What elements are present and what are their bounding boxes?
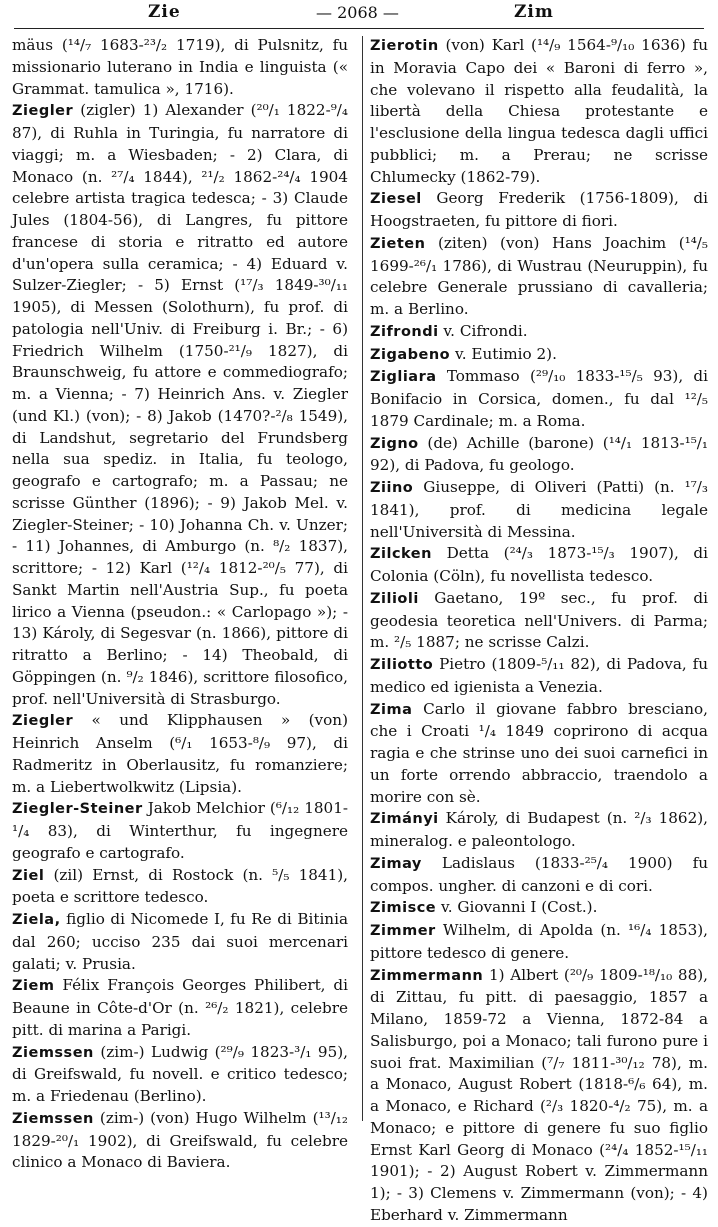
entry-headword: Zimmer [370, 923, 436, 939]
entry [12, 798, 348, 864]
entry-headword: Ziino [370, 480, 414, 496]
entry [370, 897, 708, 920]
entry [370, 699, 708, 809]
left-column [12, 35, 348, 1174]
entry [370, 188, 708, 233]
entry [370, 321, 708, 344]
page-header [0, 0, 718, 36]
entry-text: Wilhelm, di Apolda (n. ¹⁶/₄ 1853), pittore tedesco di genere. [370, 921, 708, 962]
entry-headword: Zilcken [370, 546, 432, 563]
entry-headword: Zimisce [370, 900, 437, 917]
entry-headword: Zigliara [370, 369, 437, 386]
entry-text: mäus (¹⁴/₇ 1683-²³/₂ 1719), di Pulsnitz, fu missionario luterano in India e linguista (« Grammat. tamulica », 1716). [12, 36, 348, 98]
entry-headword: Ziem [12, 978, 55, 995]
entry [12, 865, 348, 910]
entry-headword: Zigabeno [370, 346, 451, 363]
entry [12, 1042, 348, 1108]
entry [370, 853, 708, 898]
column-divider [362, 36, 363, 1121]
entry-headword: Zimay [370, 855, 422, 872]
entry [12, 1108, 348, 1174]
entry-text: Ladislaus (1833-²⁵/₄ 1900) fu compos. ungher. di canzoni e di cori. [370, 853, 708, 895]
page-number: — 2068 — [316, 3, 399, 22]
entry-headword: Zigno [370, 435, 419, 452]
entry-text: (von) Karl (¹⁴/₉ 1564-⁹/₁₀ 1636) fu in Moravia Capo dei « Baroni di ferro », che volevano il rispetto alla feudalità, la libertà della Chiesa protestante e l'esclusione della lingua tedesca dagli uffici pubblici; m. a Prerau; ne scrisse Chlumecky (1862-79). [370, 36, 709, 186]
entry-headword: Zimmermann [370, 967, 484, 984]
entry-text: v. Cifrondi. [443, 321, 528, 340]
entry [12, 909, 348, 975]
entry [12, 710, 348, 798]
entry [370, 344, 708, 367]
entry [12, 100, 348, 710]
entry-headword: Zimányi [370, 811, 439, 828]
entry-text: « und Klipphausen » (von) Heinrich Anselm (⁶/₁ 1653-⁸/₉ 97), di Radmeritz in Oberlausitz, fu romanziere; m. a Liebertwolkwitz (Lipsia). [12, 711, 348, 796]
entry-text: 1) Albert (²⁰/₉ 1809-¹⁸/₁₀ 88), di Zittau, fu pitt. di paesaggio, 1857 a Milano, 1859-72 a Vienna, 1872-84 a Salisburgo, poi a Monaco; tali furono pure i suoi frat. Maximilian (⁷/₇ 1811-³⁰/₁₂ 78), m. a Monaco, August Robert (1818-⁶/₆ 64), m. a Monaco, e Richard (²/₃ 1820-⁴/₂ 75), m. a Monaco; e pittore di genere fu suo figlio Ernst Karl Georg di Monaco (²⁴/₄ 1852-¹⁵/₁₁ 1901); - 2) August Robert v. Zimmermann 1); - 3) Clemens v. Zimmermann (von); - 4) Eberhard v. Zimmermann [370, 965, 709, 1224]
entry [370, 35, 708, 188]
entry [370, 543, 708, 588]
entry-text: Detta (²⁴/₃ 1873-¹⁵/₃ 1907), di Colonia (Cöln), fu novellista tedesco. [370, 544, 709, 585]
header-left-guideword: Zie [148, 2, 181, 22]
entry-headword: Ziemssen [12, 1044, 94, 1061]
entry-text: Pietro (1809-⁵/₁₁ 82), di Padova, fu medico ed igienista a Venezia. [370, 655, 708, 696]
entry-text: Félix François Georges Philibert, di Beaune in Côte-d'Or (n. ²⁶/₂ 1821), celebre pitt. di marina a Parigi. [12, 976, 348, 1039]
entry-text: (zigler) 1) Alexander (²⁰/₁ 1822-⁹/₄ 87), di Ruhla in Turingia, fu narratore di viaggi; m. a Wiesbaden; - 2) Clara, di Monaco (n. ²⁷/₄ 1844), ²¹/₂ 1862-²⁴/₄ 1904 celebre artista tragica tedesca; - 3) Claude Jules (1804-56), di Langres, fu pittore francese di storia e ritratto ed autore d'un'opera sulla ceramica; - 4) Eduard v. Sulzer-Ziegler; - 5) Ernst (¹⁷/₃ 1849-³⁰/₁₁ 1905), di Messen (Solothurn), fu prof. di patologia nell'Univ. di Freiburg i. Br.; - 6) Friedrich Wilhelm (1750-²¹/₉ 1827), di Braunschweig, fu attore e commediografo; m. a Vienna; - 7) Heinrich Ans. v. Ziegler (und Kl.) (von); - 8) Jakob (1470?-²/₈ 1549), di Landshut, segretario del Frundsberg nella sua spediz. in Italia, fu teologo, geografo e cartografo; m. a Passau; ne scrisse Günther (1896); - 9) Jakob Mel. v. Ziegler-Steiner; - 10) Johanna Ch. v. Unzer; - 11) Johannes, di Amburgo (n. ⁸/₂ 1837), scrittore; - 12) Karl (¹²/₄ 1812-²⁰/₅ 77), di Sankt Martin nell'Austria Sup., fu poeta lirico a Vienna (pseudon.: « Carlopago »); - 13) Károly, di Segesvar (n. 1866), pittore di ritratto a Berlino; - 14) Theobald, di Göppingen (n. ⁹/₂ 1846), scrittore filosofico, prof. nell'Università di Strasburgo. [12, 101, 348, 708]
entry [370, 477, 708, 543]
entry-headword: Zieten [370, 235, 426, 252]
entry [370, 233, 708, 321]
right-column [370, 35, 708, 1227]
entry-text: Tommaso (²⁹/₁₀ 1833-¹⁵/₅ 93), di Bonifacio in Corsica, domen., fu dal ¹²/₅ 1879 Cardinale; m. a Roma. [370, 367, 709, 430]
entry-text: v. Giovanni I (Cost.). [440, 898, 598, 917]
entry-headword: Zilioli [370, 590, 419, 607]
entry-text: Károly, di Budapest (n. ²/₃ 1862), mineralog. e paleontologo. [370, 809, 708, 850]
entry [12, 35, 348, 100]
entry-text: Gaetano, 19º sec., fu prof. di geodesia teoretica nell'Univers. di Parma; m. ²/₅ 1887; ne scrisse Calzi. [370, 588, 709, 652]
header-right-guideword: Zim [514, 2, 554, 22]
entry-headword: Ziegler [12, 713, 74, 730]
entry [12, 975, 348, 1041]
entry-headword: Zierotin [370, 38, 439, 54]
entry-headword: Ziliotto [370, 657, 434, 673]
entry-headword: Ziegler-Steiner [12, 801, 143, 818]
entry-text: (ziten) (von) Hans Joachim (¹⁴/₅ 1699-²⁶/₁ 1786), di Wustrau (Neuruppin), fu celebre Generale prussiano di cavalleria; m. a Berlino. [370, 233, 709, 318]
entry-text: Jakob Melchior (⁶/₁₂ 1801-¹/₄ 83), di Winterthur, fu ingegnere geografo e cartografo. [12, 799, 349, 862]
entry [370, 588, 708, 654]
entry-headword: Zima [370, 701, 413, 718]
entry [370, 808, 708, 853]
entry-headword: Ziela, [12, 912, 61, 928]
entry-headword: Ziemssen [12, 1110, 94, 1127]
header-rule [14, 28, 704, 29]
entry-headword: Ziel [12, 867, 45, 884]
entry-text: (zim-) (von) Hugo Wilhelm (¹³/₁₂ 1829-²⁰/₁ 1902), di Greifswald, fu celebre clinico a Monaco di Baviera. [12, 1108, 348, 1172]
entry-text: (zim-) Ludwig (²⁹/₉ 1823-³/₁ 95), di Greifswald, fu novell. e critico tedesco; m. a Friedenau (Berlino). [12, 1042, 348, 1105]
entry [370, 366, 708, 432]
entry-headword: Ziegler [12, 103, 74, 120]
entry [370, 920, 708, 965]
entry [370, 433, 708, 478]
entry-text: Georg Frederik (1756-1809), di Hoogstraeten, fu pittore di fiori. [370, 189, 708, 230]
entry-text: v. Eutimio 2). [454, 344, 557, 363]
entry-headword: Ziesel [370, 191, 422, 208]
entry [370, 965, 708, 1227]
entry-text: figlio di Nicomede I, fu Re di Bitinia dal 260; ucciso 235 dai suoi mercenari galati; v. Prusia. [12, 910, 348, 973]
entry-text: Carlo il giovane fabbro bresciano, che i Croati ¹/₄ 1849 coprirono di acqua ragia e che strinse uno dei suoi carnefici in un forte orrendo abbraccio, traendolo a morire con sè. [370, 699, 709, 806]
entry-text: (zil) Ernst, di Rostock (n. ⁵/₅ 1841), poeta e scrittore tedesco. [12, 865, 349, 907]
entry-headword: Zifrondi [370, 323, 439, 340]
entry-text: (de) Achille (barone) (¹⁴/₁ 1813-¹⁵/₁ 92), di Padova, fu geologo. [370, 433, 709, 475]
entry [370, 654, 708, 699]
entry-text: Giuseppe, di Oliveri (Patti) (n. ¹⁷/₃ 1841), prof. di medicina legale nell'Università di Messina. [370, 478, 708, 541]
